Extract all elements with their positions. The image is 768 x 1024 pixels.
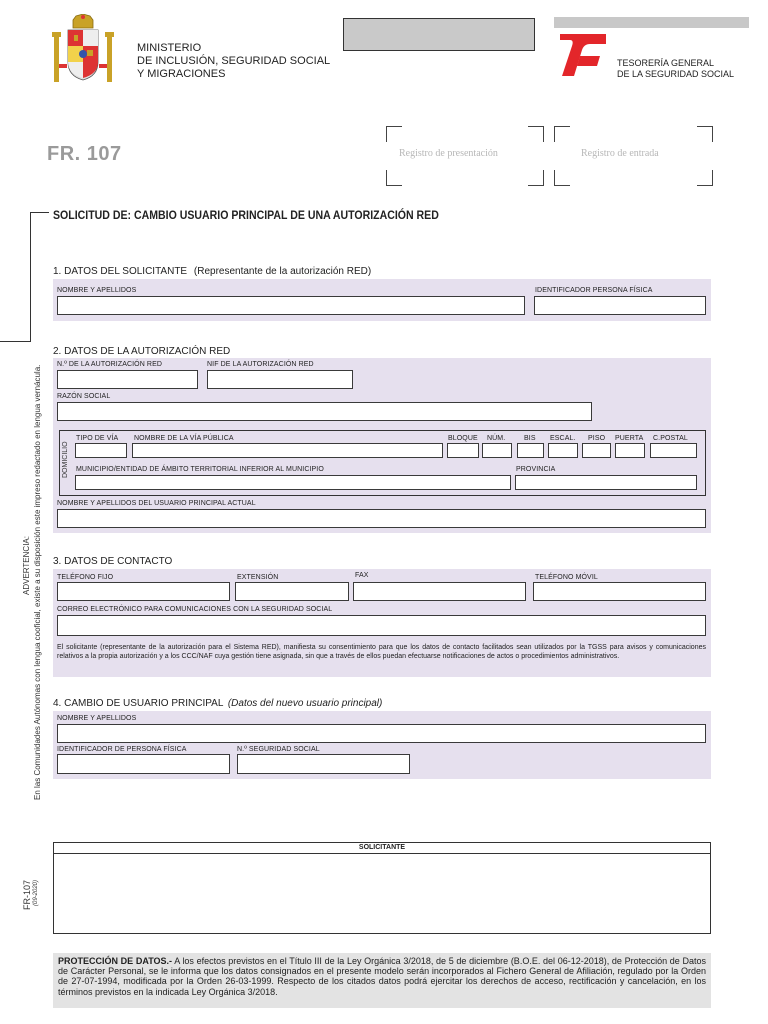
municipio-label: MUNICIPIO/ENTIDAD DE ÁMBITO TERRITORIAL INFERIOR AL MUNICIPIO bbox=[76, 466, 324, 473]
cpostal-field[interactable] bbox=[650, 443, 697, 458]
section3-title: 3. DATOS DE CONTACTO bbox=[53, 556, 173, 567]
extension-field[interactable] bbox=[235, 582, 349, 601]
form-title: SOLICITUD DE: CAMBIO USUARIO PRINCIPAL DE UNA AUTORIZACIÓN RED bbox=[53, 208, 439, 222]
ministry-line: MINISTERIO bbox=[137, 42, 202, 54]
provincia-field[interactable] bbox=[515, 475, 697, 490]
registro-presentacion-box bbox=[386, 126, 544, 186]
cpostal-label: C.POSTAL bbox=[653, 435, 688, 442]
razon-social-field[interactable] bbox=[57, 402, 592, 421]
fax-label: FAX bbox=[355, 572, 369, 579]
solicitante-nombre-field[interactable] bbox=[57, 296, 525, 315]
agency-line: DE LA SEGURIDAD SOCIAL bbox=[617, 69, 735, 79]
agency-line: TESORERÍA GENERAL bbox=[617, 58, 715, 68]
nuevo-identificador-label: IDENTIFICADOR DE PERSONA FÍSICA bbox=[57, 746, 187, 753]
num-field[interactable] bbox=[482, 443, 512, 458]
section4-title bbox=[53, 698, 382, 709]
domicilio-label: DOMICILIO bbox=[62, 441, 69, 478]
nuevo-nombre-field[interactable] bbox=[57, 724, 706, 743]
piso-field[interactable] bbox=[582, 443, 611, 458]
piso-label: PISO bbox=[588, 435, 606, 442]
section4-title-text: 4. CAMBIO DE USUARIO PRINCIPAL bbox=[53, 698, 224, 709]
side-notice-text: En las Comunidades Autónomas con lengua cooficial, existe a su disposición este impreso redactado en lengua vernácula. bbox=[33, 364, 42, 800]
correo-label: CORREO ELECTRÓNICO PARA COMUNICACIONES CON LA SEGURIDAD SOCIAL bbox=[57, 606, 333, 613]
section4-subtitle: (Datos del nuevo usuario principal) bbox=[227, 698, 383, 709]
telefono-movil-label: TELÉFONO MÓVIL bbox=[535, 574, 598, 581]
section1-title bbox=[53, 266, 371, 277]
num-label: NÚM. bbox=[487, 435, 506, 442]
signature-label: SOLICITANTE bbox=[358, 844, 406, 851]
title-bracket-tail bbox=[0, 341, 31, 342]
section1-subtitle: (Representante de la autorización RED) bbox=[193, 266, 372, 277]
correo-field[interactable] bbox=[57, 615, 706, 636]
bis-field[interactable] bbox=[517, 443, 544, 458]
section1-title-text: 1. DATOS DEL SOLICITANTE bbox=[53, 266, 188, 277]
gray-header-bar bbox=[554, 17, 749, 28]
telefono-movil-field[interactable] bbox=[533, 582, 706, 601]
bloque-label: BLOQUE bbox=[448, 435, 478, 442]
tgss-logo-icon bbox=[560, 34, 606, 76]
registro-entrada-label: Registro de entrada bbox=[581, 148, 659, 159]
num-autorizacion-field[interactable] bbox=[57, 370, 198, 389]
registro-presentacion-label: Registro de presentación bbox=[399, 148, 498, 159]
data-protection-notice bbox=[53, 953, 711, 1008]
nombre-apellidos-label: NOMBRE Y APELLIDOS bbox=[57, 287, 137, 294]
tipo-via-label: TIPO DE VÍA bbox=[76, 435, 119, 442]
razon-social-label: RAZÓN SOCIAL bbox=[57, 393, 111, 400]
nss-label: N.º SEGURIDAD SOCIAL bbox=[237, 746, 320, 753]
nif-autorizacion-field[interactable] bbox=[207, 370, 353, 389]
puerta-field[interactable] bbox=[615, 443, 645, 458]
tipo-via-field[interactable] bbox=[75, 443, 127, 458]
side-notice-heading: ADVERTENCIA: bbox=[22, 536, 31, 595]
side-form-code: FR-107 bbox=[22, 879, 32, 910]
extension-label: EXTENSIÓN bbox=[237, 574, 279, 581]
agency-name bbox=[617, 58, 734, 80]
identificador-label: IDENTIFICADOR PERSONA FÍSICA bbox=[535, 287, 653, 294]
side-form-date: (09-2020) bbox=[33, 879, 39, 906]
municipio-field[interactable] bbox=[75, 475, 511, 490]
bloque-field[interactable] bbox=[447, 443, 479, 458]
bis-label: BIS bbox=[524, 435, 536, 442]
nombre-via-label: NOMBRE DE LA VÍA PÚBLICA bbox=[134, 435, 234, 442]
solicitante-identificador-field[interactable] bbox=[534, 296, 706, 315]
telefono-fijo-label: TELÉFONO FIJO bbox=[57, 574, 114, 581]
usuario-actual-label: NOMBRE Y APELLIDOS DEL USUARIO PRINCIPAL ACTUAL bbox=[57, 500, 256, 507]
provincia-label: PROVINCIA bbox=[516, 466, 556, 473]
section2-title: 2. DATOS DE LA AUTORIZACIÓN RED bbox=[53, 346, 231, 357]
title-bracket bbox=[30, 212, 49, 342]
usuario-actual-field[interactable] bbox=[57, 509, 706, 528]
telefono-fijo-field[interactable] bbox=[57, 582, 230, 601]
nif-autorizacion-label: NIF DE LA AUTORIZACIÓN RED bbox=[207, 361, 314, 368]
escal-field[interactable] bbox=[548, 443, 578, 458]
escal-label: ESCAL. bbox=[550, 435, 576, 442]
data-protection-heading: PROTECCIÓN DE DATOS.- bbox=[58, 956, 173, 966]
nss-field[interactable] bbox=[237, 754, 410, 774]
coat-of-arms-icon bbox=[46, 14, 120, 88]
consent-text: El solicitante (representante de la autorización para el Sistema RED), manifiesta su consentimiento para que los datos de contacto facilitados sean utilizados por la TGSS para avisos y comunicaciones relativos a la propia autorización y a los CCC/NAF cuya gestión tiene asignada, sin que a través de ellos puedan efectuarse notificaciones de actos o procedimientos administrativos. bbox=[57, 644, 706, 660]
form-code: FR. 107 bbox=[47, 143, 122, 165]
nombre-via-field[interactable] bbox=[132, 443, 443, 458]
ministry-name bbox=[137, 42, 330, 81]
fax-field[interactable] bbox=[353, 582, 526, 601]
stamp-box bbox=[343, 18, 535, 51]
ministry-line: Y MIGRACIONES bbox=[137, 68, 226, 80]
signature-box[interactable] bbox=[53, 842, 711, 934]
registro-entrada-box bbox=[554, 126, 713, 186]
nuevo-nombre-label: NOMBRE Y APELLIDOS bbox=[57, 715, 137, 722]
nuevo-identificador-field[interactable] bbox=[57, 754, 230, 774]
puerta-label: PUERTA bbox=[615, 435, 644, 442]
data-protection-text: A los efectos previstos en el Título III de la Ley Orgánica 3/2018, de 5 de diciembre (B.O.E. del 06-12-2018), de Protección de Datos de Carácter Personal, se le informa que los datos consignados en el presente modelo serán incorporados al Fichero General de Afiliación, regulado por la Orden de 27-07-1994, modificada por la Orden 26-03-1999. Respecto de los citados datos podrá ejercitar los derechos de acceso, rectificación y cancelación, en los términos previstos en la indicada Ley Orgánica 3/2018. bbox=[58, 956, 706, 997]
num-autorizacion-label: N.º DE LA AUTORIZACIÓN RED bbox=[57, 361, 162, 368]
ministry-line: DE INCLUSIÓN, SEGURIDAD SOCIAL bbox=[137, 55, 331, 67]
